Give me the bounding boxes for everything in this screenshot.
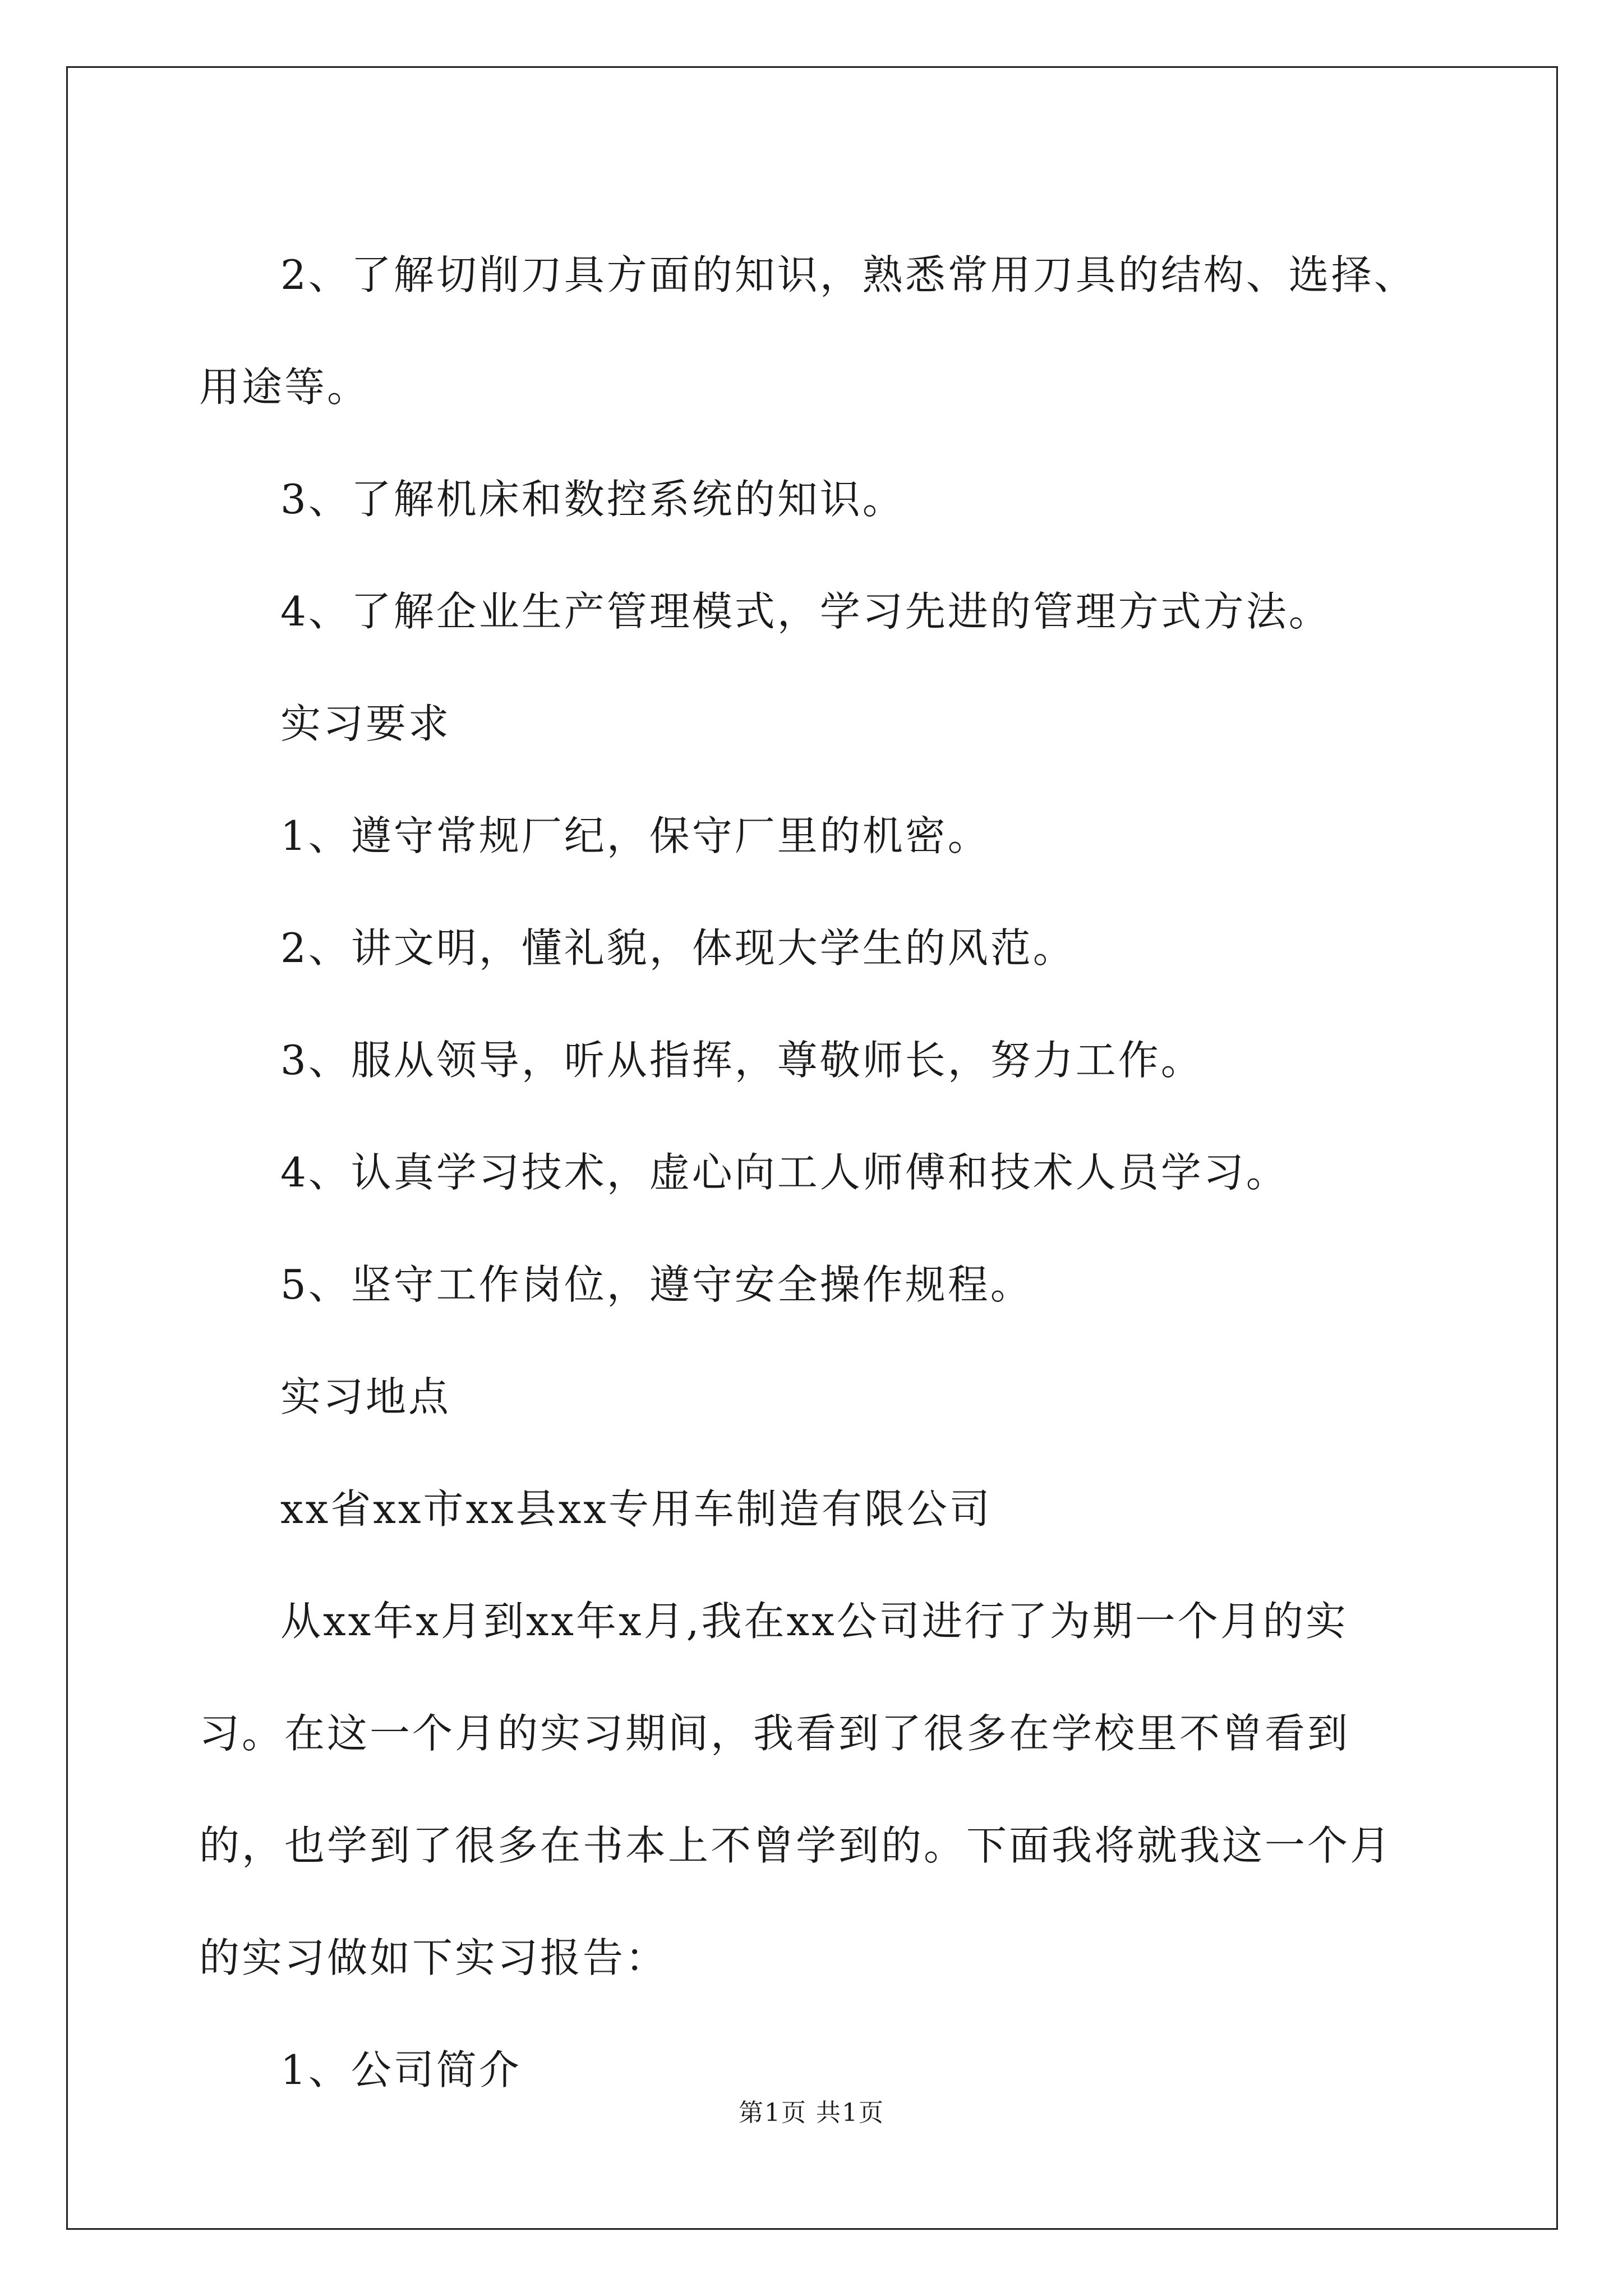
paragraph: 4、了解企业生产管理模式，学习先进的管理方式方法。 bbox=[280, 588, 1331, 635]
paragraph: 2、讲文明，懂礼貌，体现大学生的风范。 bbox=[280, 924, 1076, 972]
paragraph: xx省xx市xx县xx专用车制造有限公司 bbox=[280, 1485, 992, 1533]
paragraph: 4、认真学习技术，虚心向工人师傅和技术人员学习。 bbox=[280, 1149, 1289, 1196]
paragraph: 3、服从领导，听从指挥，尊敬师长，努力工作。 bbox=[280, 1037, 1204, 1084]
paragraph: 1、公司简介 bbox=[280, 2046, 522, 2093]
paragraph: 5、坚守工作岗位，遵守安全操作规程。 bbox=[280, 1261, 1033, 1308]
paragraph: 1、遵守常规厂纪，保守厂里的机密。 bbox=[280, 812, 990, 859]
page-number: 第1页 共1页 bbox=[739, 2099, 884, 2127]
paragraph: 3、了解机床和数控系统的知识。 bbox=[280, 476, 905, 523]
paragraph: 2、了解切削刀具方面的知识，熟悉常用刀具的结构、选择、用途等。 bbox=[199, 251, 1417, 411]
section-heading: 实习要求 bbox=[280, 700, 451, 747]
document-body bbox=[199, 219, 1427, 2126]
paragraph: 从xx年x月到xx年x月,我在xx公司进行了为期一个月的实习。在这一个月的实习期间，我看到了很多在学校里不曾看到的，也学到了很多在书本上不曾学到的。下面我将就我这一个月的实习做如下实习报告： bbox=[199, 1598, 1393, 1981]
section-heading: 实习地点 bbox=[280, 1373, 451, 1420]
